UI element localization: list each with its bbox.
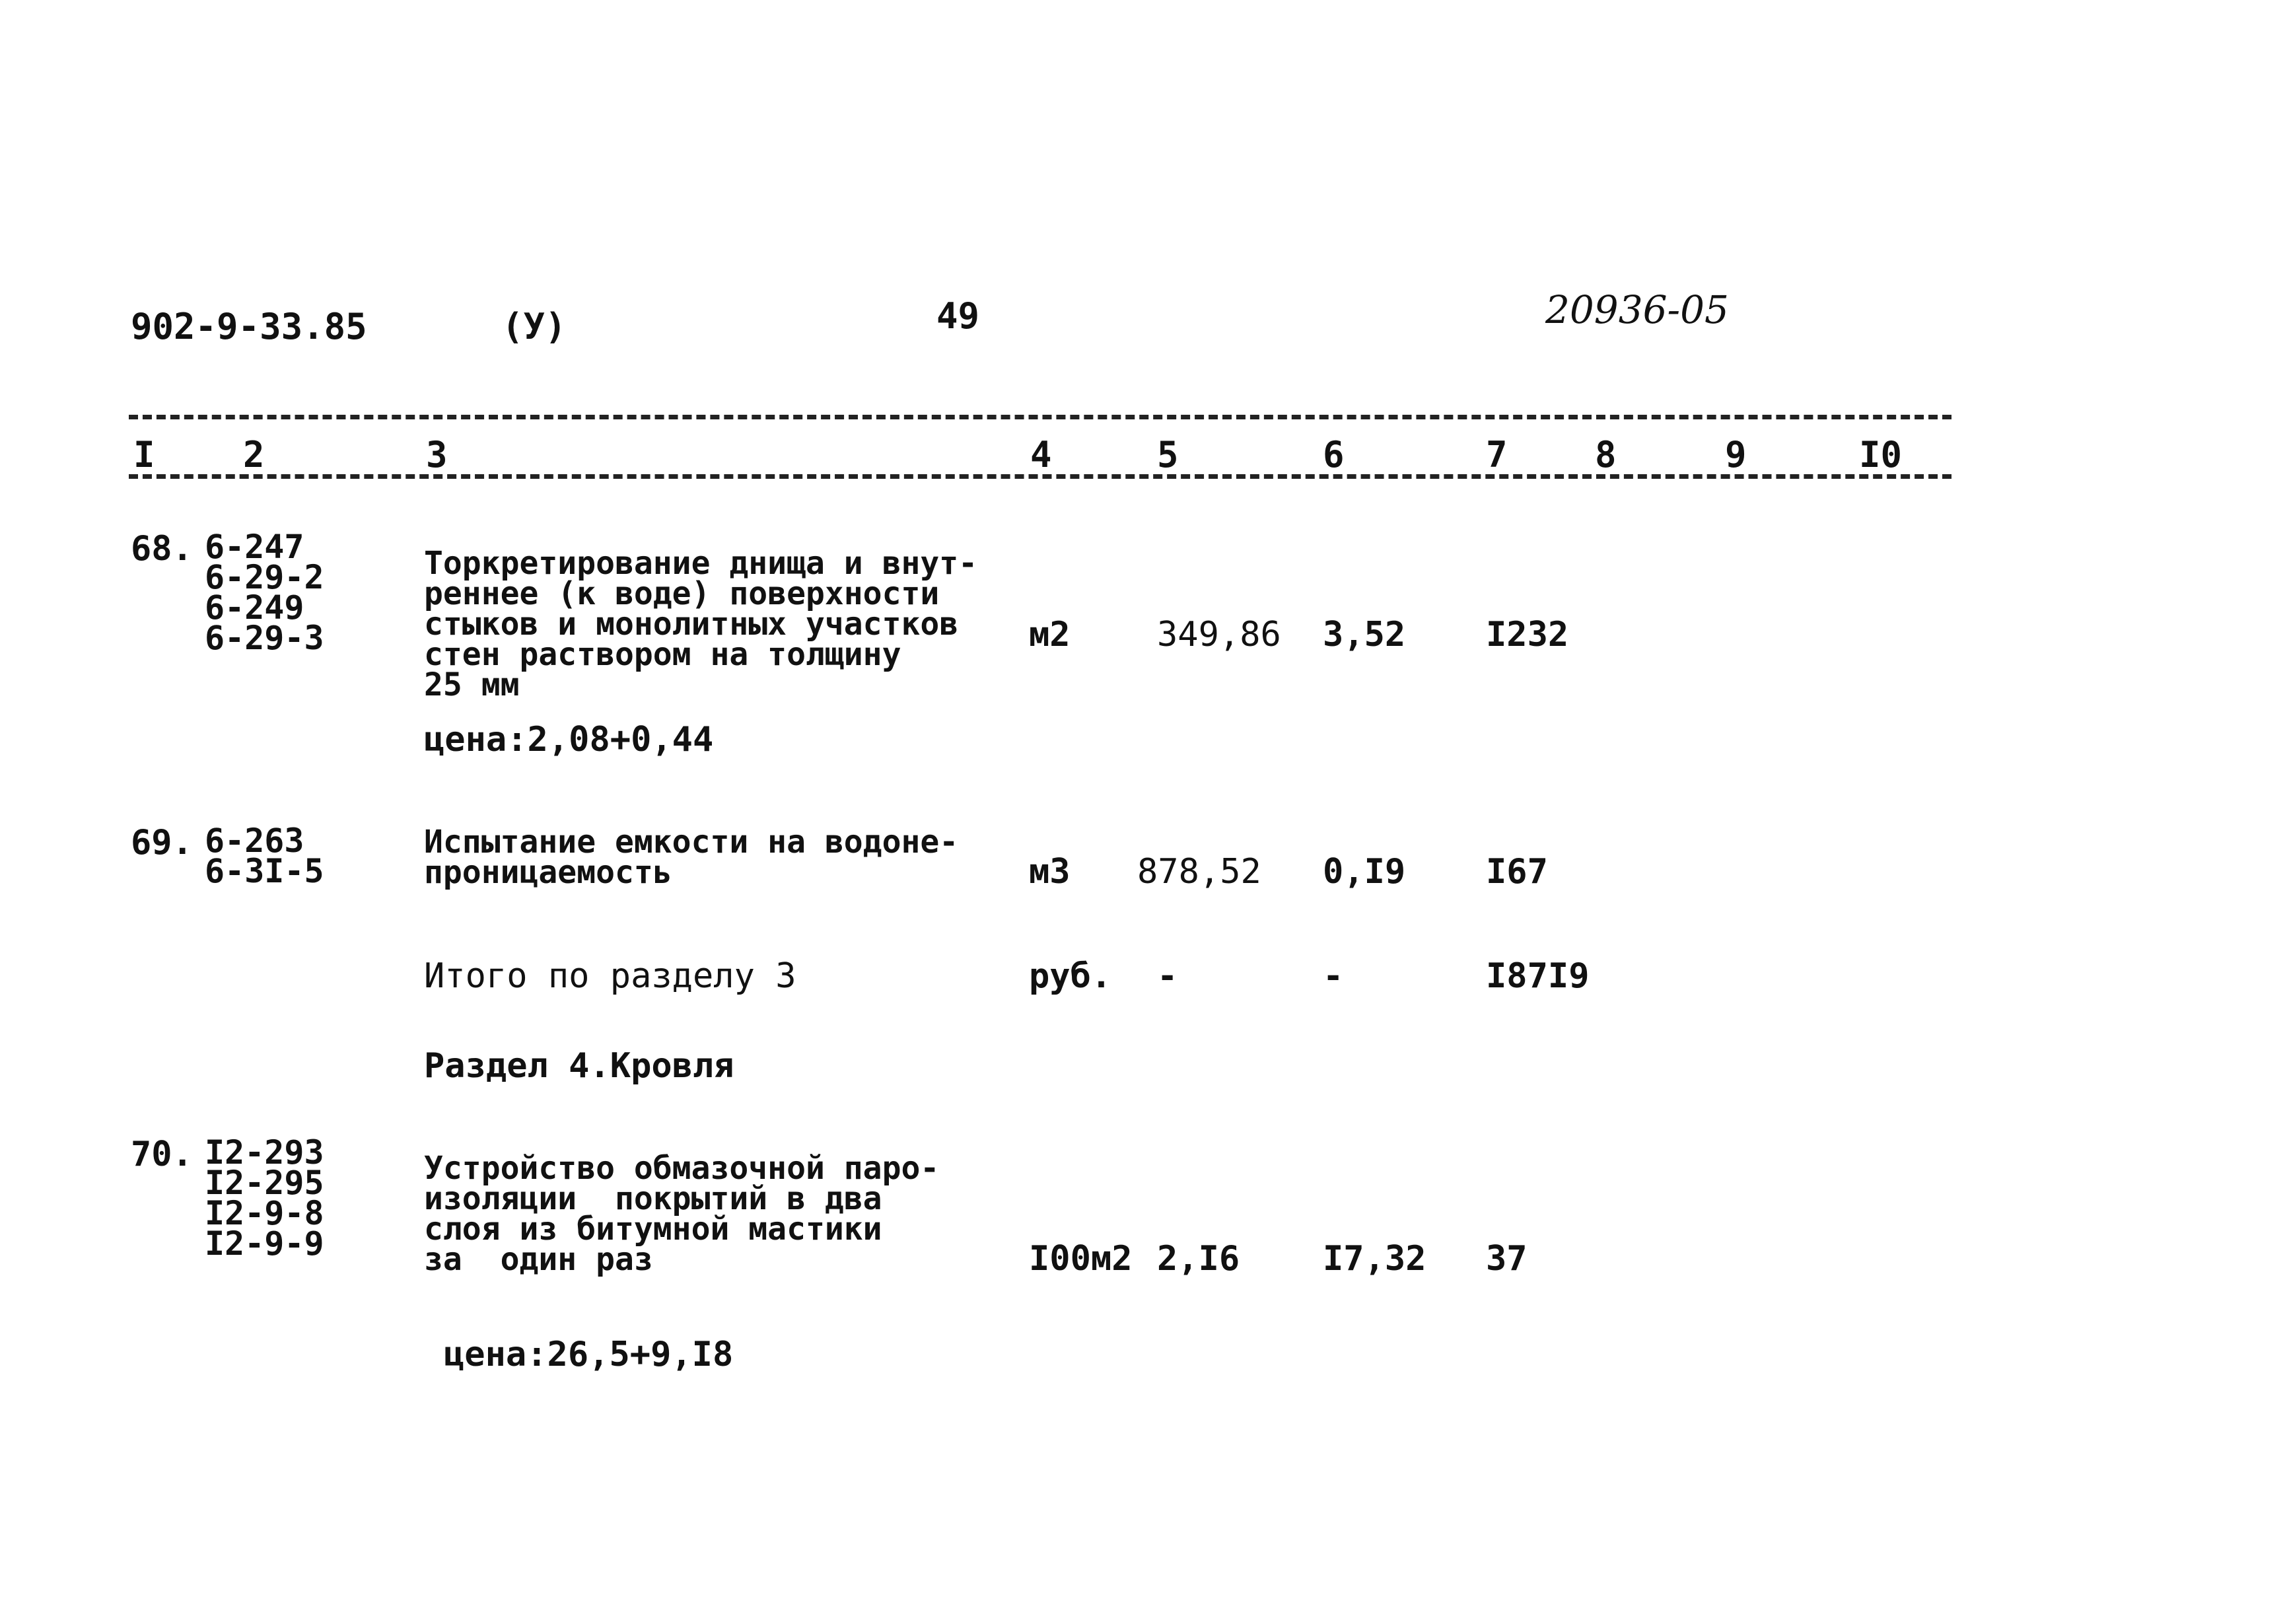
row-description: Торкретирование днища и внут- реннее (к воде) поверхности стыков и монолитных участков стен раствором на толщину 25 мм: [424, 545, 978, 703]
column-number: I: [133, 434, 155, 476]
row-price-note: цена:26,5+9,I8: [444, 1335, 734, 1374]
row-codes: I2-293 I2-295 I2-9-8 I2-9-9: [205, 1133, 324, 1263]
column-number: 7: [1486, 434, 1508, 476]
row-unit: м3: [1029, 852, 1071, 892]
row-unit: I00м2: [1029, 1239, 1133, 1279]
inventory-number: 20936-05: [1545, 287, 1729, 332]
row-price: 3,52: [1323, 615, 1406, 654]
row-quantity: 349,86: [1157, 615, 1281, 654]
section-total-unit: руб.: [1029, 956, 1112, 996]
column-number: 6: [1323, 434, 1345, 476]
section-total-value: I87I9: [1486, 956, 1590, 996]
row-price: I7,32: [1323, 1239, 1426, 1279]
section-total-price: -: [1323, 956, 1344, 996]
section-total-quantity: -: [1157, 956, 1178, 996]
page-number: 49: [936, 295, 980, 337]
section-total-label: Итого по разделу 3: [424, 956, 796, 996]
column-number: 5: [1157, 434, 1179, 476]
row-description: Испытание емкости на водоне- проницаемость: [424, 824, 959, 891]
document-code: 902-9-33.85: [131, 306, 367, 347]
column-number: 2: [243, 434, 265, 476]
section-title: Раздел 4.Кровля: [424, 1046, 734, 1086]
row-price: 0,I9: [1323, 852, 1406, 892]
header-top-rule: [129, 415, 1951, 419]
row-number: 68.: [131, 529, 193, 569]
column-number: 8: [1595, 434, 1617, 476]
column-number: 9: [1725, 434, 1747, 476]
row-codes: 6-263 6-3I-5: [205, 822, 324, 890]
row-quantity: 2,I6: [1157, 1239, 1240, 1279]
column-number: I0: [1859, 434, 1903, 476]
row-total: 37: [1486, 1239, 1528, 1279]
column-number: 4: [1030, 434, 1052, 476]
row-quantity: 878,52: [1137, 852, 1261, 892]
row-total: I67: [1486, 852, 1548, 892]
row-description: Устройство обмазочной паро- изоляции покрытий в два слоя из битумной мастики за один раз: [424, 1150, 940, 1278]
row-number: 69.: [131, 823, 193, 863]
row-total: I232: [1486, 615, 1569, 654]
column-number: 3: [426, 434, 448, 476]
row-codes: 6-247 6-29-2 6-249 6-29-3: [205, 528, 324, 657]
document-mark: (У): [502, 306, 567, 347]
row-unit: м2: [1029, 615, 1071, 654]
row-price-note: цена:2,08+0,44: [424, 720, 714, 759]
row-number: 70.: [131, 1135, 193, 1174]
